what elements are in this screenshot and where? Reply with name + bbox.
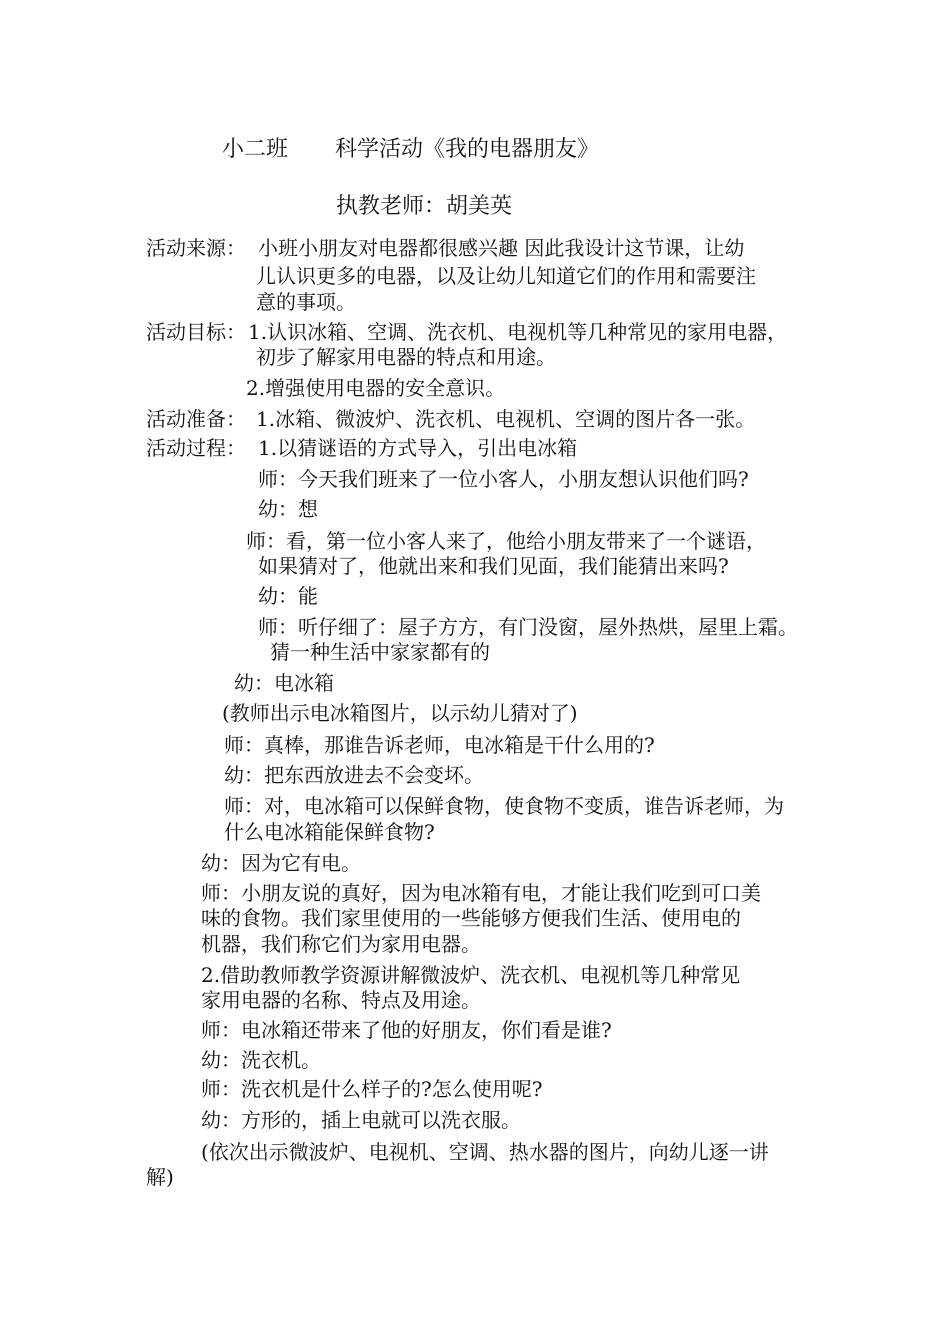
- process-line: 味的食物。我们家里使用的一些能够方便我们生活、使用电的: [201, 906, 741, 930]
- goals-line: 1.认识冰箱、空调、洗衣机、电视机等几种常见的家用电器，: [248, 320, 788, 344]
- process-line: 猜一种生活中家家都有的: [270, 640, 490, 664]
- process-line: 解): [146, 1165, 174, 1189]
- process-line: 2.借助教师教学资源讲解微波炉、洗衣机、电视机等几种常见: [201, 963, 741, 987]
- goals-label: 活动目标：: [146, 320, 246, 344]
- process-line: 1.以猜谜语的方式导入，引出电冰箱: [258, 436, 578, 460]
- process-line: 幼：方形的，插上电就可以洗衣服。: [201, 1108, 521, 1132]
- process-line: 如果猜对了，他就出来和我们见面，我们能猜出来吗?: [258, 554, 729, 578]
- goals-line: 初步了解家用电器的特点和用途。: [256, 345, 556, 369]
- source-line: 意的事项。: [256, 290, 356, 314]
- prep-line: 1.冰箱、微波炉、洗衣机、电视机、空调的图片各一张。: [256, 407, 756, 431]
- process-line: 师：小朋友说的真好，因为电冰箱有电，才能让我们吃到可口美: [201, 881, 761, 905]
- process-line: 师：洗衣机是什么样子的?怎么使用呢?: [201, 1077, 543, 1101]
- process-line: 家用电器的名称、特点及用途。: [201, 988, 481, 1012]
- process-line: 师：电冰箱还带来了他的好朋友，你们看是谁?: [201, 1018, 612, 1042]
- process-label: 活动过程：: [146, 436, 246, 460]
- process-line: 什么电冰箱能保鲜食物?: [224, 820, 435, 844]
- process-line: 师：真棒，那谁告诉老师，电冰箱是干什么用的?: [224, 733, 655, 757]
- process-line: 幼：把东西放进去不会变坏。: [224, 763, 484, 787]
- process-line: 师：听仔细了：屋子方方，有门没窗，屋外热烘，屋里上霜。: [258, 615, 798, 639]
- goals-line: 2.增强使用电器的安全意识。: [246, 376, 506, 400]
- teacher-name: 执教老师：胡美英: [336, 194, 513, 219]
- source-line: 儿认识更多的电器，以及让幼儿知道它们的作用和需要注: [256, 264, 756, 288]
- activity-title: 科学活动《我的电器朋友》: [335, 137, 600, 162]
- process-line: 机器，我们称它们为家用电器。: [201, 932, 481, 956]
- process-line: 幼：洗衣机。: [201, 1048, 321, 1072]
- process-line: (教师出示电冰箱图片，以示幼儿猜对了): [222, 701, 578, 725]
- process-line: 幼：想: [258, 497, 318, 521]
- source-label: 活动来源：: [146, 236, 246, 260]
- process-line: 幼：能: [258, 584, 318, 608]
- process-line: (依次出示微波炉、电视机、空调、热水器的图片，向幼儿逐一讲: [201, 1140, 769, 1164]
- process-line: 师：对，电冰箱可以保鲜食物，使食物不变质，谁告诉老师，为: [224, 794, 784, 818]
- process-line: 幼：因为它有电。: [201, 851, 361, 875]
- process-line: 幼：电冰箱: [234, 671, 334, 695]
- process-line: 师：看，第一位小客人来了，他给小朋友带来了一个谜语，: [246, 529, 766, 553]
- class-name: 小二班: [222, 137, 289, 162]
- source-line: 小班小朋友对电器都很感兴趣 因此我设计这节课，让幼: [258, 236, 745, 260]
- prep-label: 活动准备：: [146, 407, 246, 431]
- process-line: 师：今天我们班来了一位小客人，小朋友想认识他们吗?: [258, 467, 749, 491]
